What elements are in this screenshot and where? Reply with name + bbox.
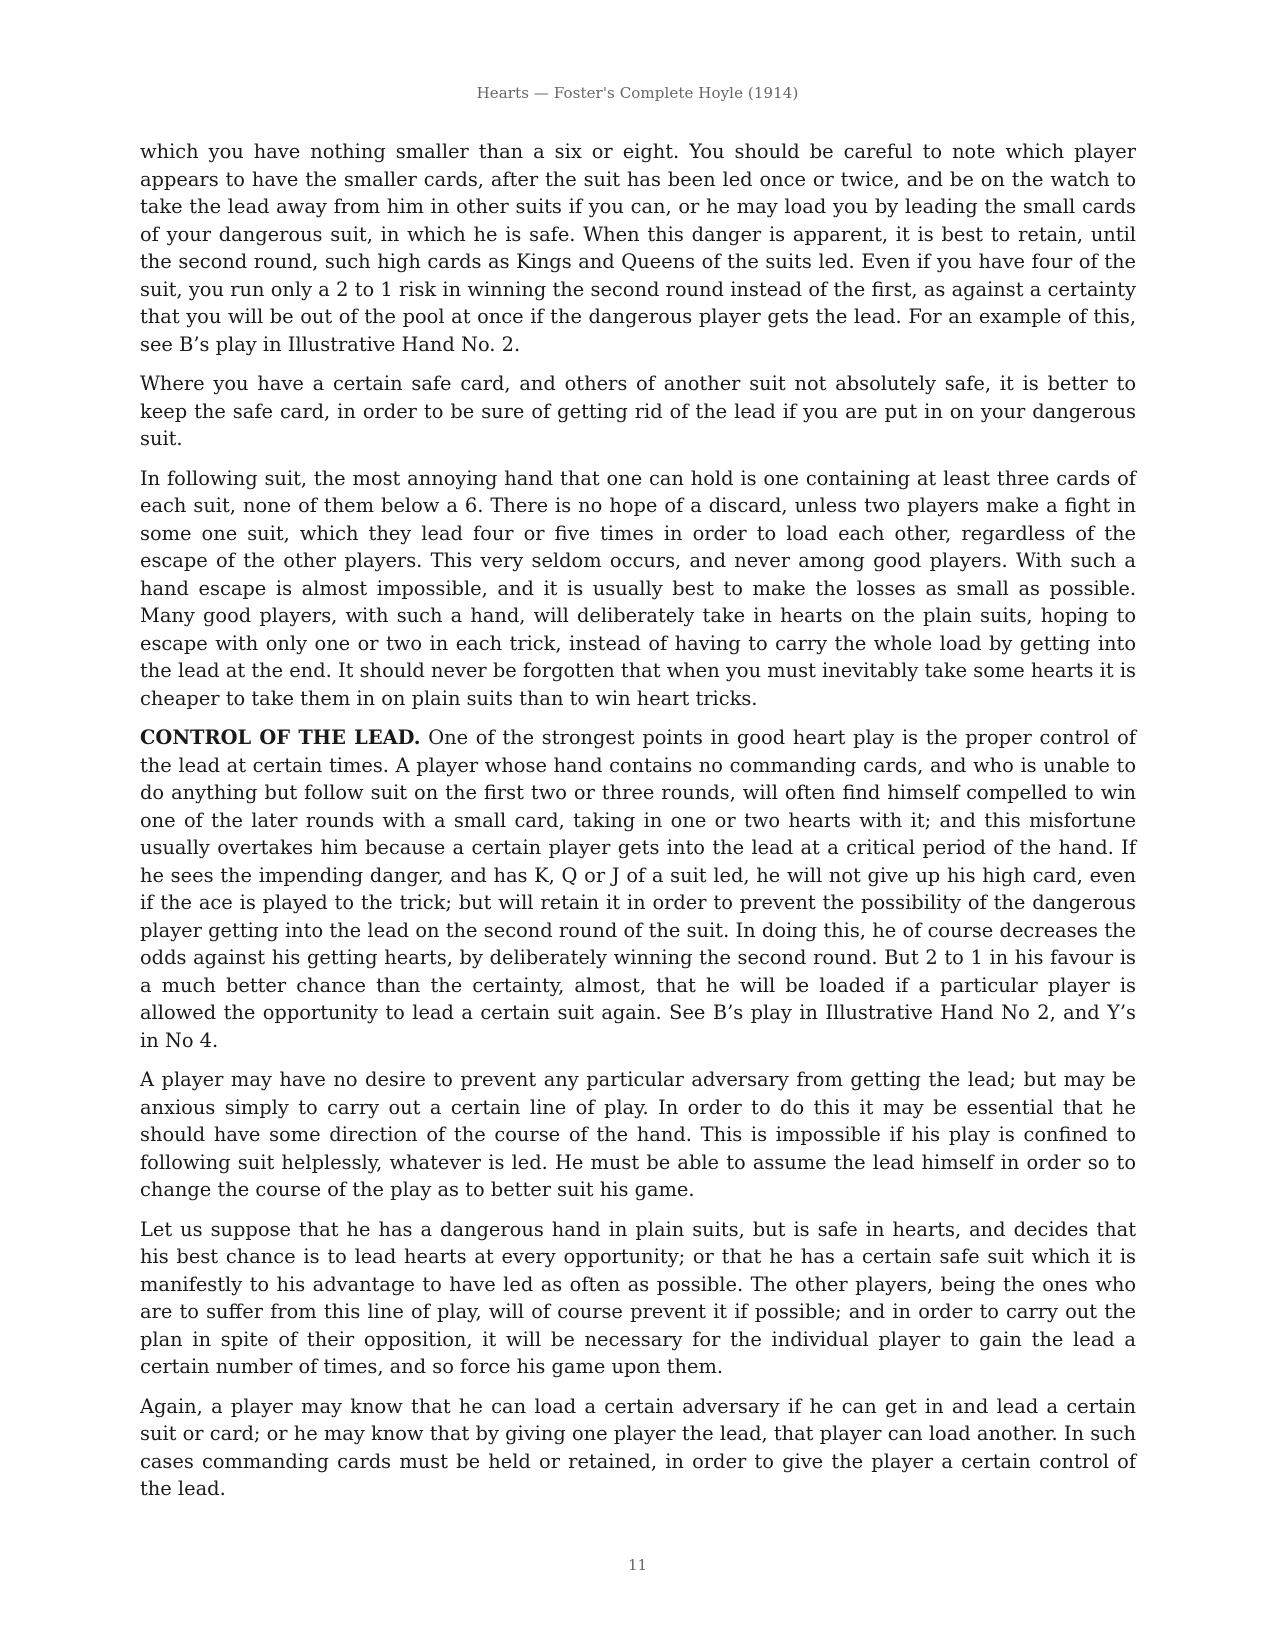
body-paragraph (140, 1066, 1136, 1204)
paragraph-text: A player may have no desire to prevent any particular adversary from getting the lead; but may be anxious simply to carry out a certain line of play. In order to do this it may be essential that he should have some direction of the course of the hand. This is impossible if his play is confined to following suit helplessly, whatever is led. He must be able to assume the lead himself in order so to change the course of the play as to better suit his game. (140, 1068, 1136, 1201)
page-number: 11 (627, 1556, 648, 1574)
paragraph-text: Again, a player may know that he can load a certain adversary if he can get in and lead a certain suit or card; or he may know that by giving one player the lead, that player can load another. In such cases commanding cards must be held or retained, in order to give the player a certain control of the lead. (140, 1394, 1136, 1500)
body-paragraph (140, 1393, 1136, 1503)
paragraph-text: In following suit, the most annoying hand that one can hold is one containing at least three cards of each suit, none of them below a 6. There is no hope of a discard, unless two players make a fight in some one suit, which they lead four or five times in order to load each other, regardless of the escape of the other players. This very seldom occurs, and never among good players. With such a hand escape is almost impossible, and it is usually best to make the losses as small as possible. Many good players, with such a hand, will deliberately take in hearts on the plain suits, hoping to escape with only one or two in each trick, instead of having to carry the whole load by getting into the lead at the end. It should never be forgotten that when you must inevitably take some hearts it is cheaper to take them in on plain suits than to win heart tricks. (140, 466, 1136, 710)
paragraph-text: One of the strongest points in good heart play is the proper control of the lead at certain times. A player whose hand contains no commanding cards, and who is unable to do anything but follow suit on the first two or three rounds, will often find himself compelled to win one of the later rounds with a small card, taking in one or two hearts with it; and this misfortune usually overtakes him because a certain player gets into the lead at a critical period of the hand. If he sees the impending danger, and has K, Q or J of a suit led, he will not give up his high card, even if the ace is played to the trick; but will retain it in order to prevent the possibility of the dangerous player getting into the lead on the second round of the suit. In doing this, he of course decreases the odds against his getting hearts, by deliberately winning the second round. But 2 to 1 in his favour is a much better chance than the certainty, almost, that he will be loaded if a particular player is allowed the opportunity to lead a certain suit again. See B’s play in Illustrative Hand No 2, and Y’s in No 4. (140, 726, 1136, 1052)
paragraph-text: Where you have a certain safe card, and others of another suit not absolutely safe, it is better to keep the safe card, in order to be sure of getting rid of the lead if you are put in on your dangerous suit. (140, 372, 1136, 450)
paragraph-text: Let us suppose that he has a dangerous hand in plain suits, but is safe in hearts, and decides that his best chance is to lead hearts at every opportunity; or that he has a certain safe suit which it is manifestly to his advantage to have led as often as possible. The other players, being the ones who are to suffer from this line of play, will of course prevent it if possible; and in order to carry out the plan in spite of their opposition, it will be necessary for the individual player to gain the lead a certain number of times, and so force his game upon them. (140, 1217, 1136, 1378)
running-header: Hearts — Foster's Complete Hoyle (1914) (476, 84, 799, 102)
body-paragraph (140, 1216, 1136, 1381)
page-body (140, 138, 1136, 1515)
body-paragraph (140, 724, 1136, 1054)
section-heading: CONTROL OF THE LEAD. (140, 726, 421, 749)
paragraph-text: which you have nothing smaller than a six or eight. You should be careful to note which player appears to have the smaller cards, after the suit has been led once or twice, and be on the watch to take the lead away from him in other suits if you can, or he may load you by leading the small cards of your dangerous suit, in which he is safe. When this danger is apparent, it is best to retain, until the second round, such high cards as Kings and Queens of the suits led. Even if you have four of the suit, you run only a 2 to 1 risk in winning the second round instead of the first, as against a certainty that you will be out of the pool at once if the dangerous player gets the lead. For an example of this, see B’s play in Illustrative Hand No. 2. (140, 140, 1136, 356)
body-paragraph (140, 465, 1136, 713)
body-paragraph (140, 138, 1136, 358)
body-paragraph (140, 370, 1136, 453)
